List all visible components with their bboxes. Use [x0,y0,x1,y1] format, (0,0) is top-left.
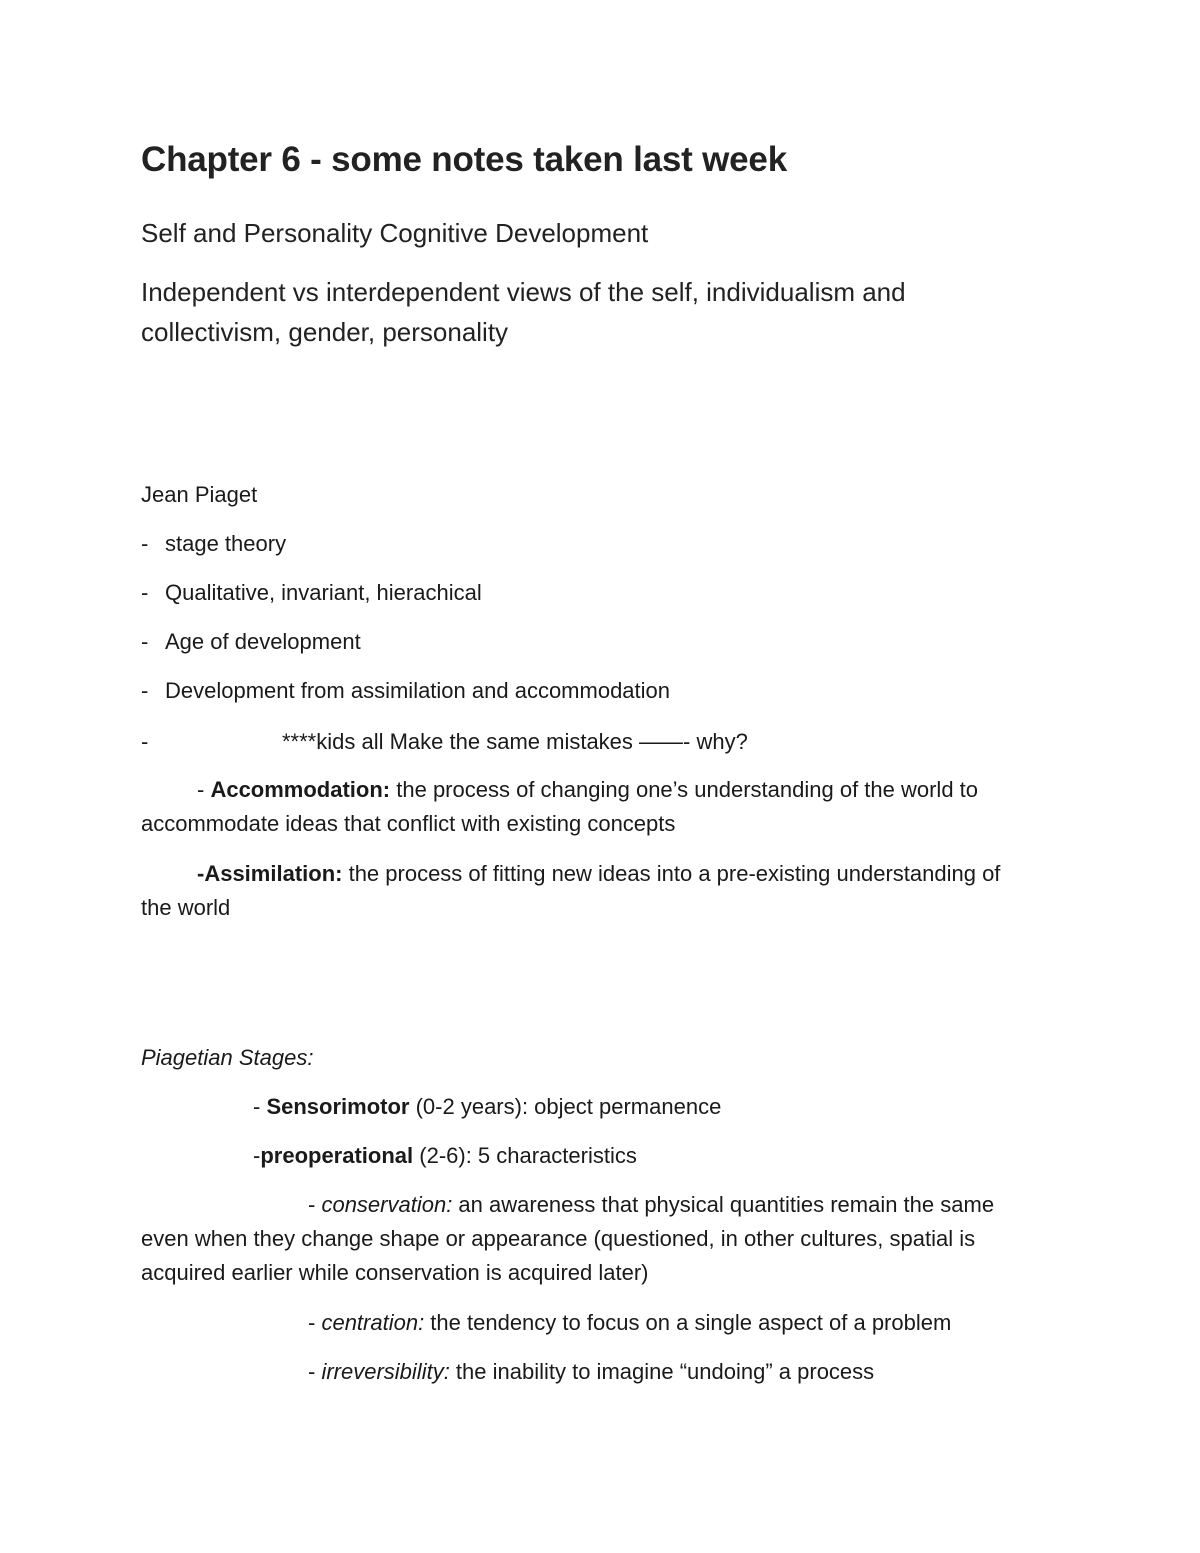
irreversibility-definition: - irreversibility: the inability to imagine “undoing” a process [308,1359,875,1384]
topics-line-2: collectivism, gender, personality [141,317,509,347]
bullet-dash: - [141,580,149,605]
piaget-heading: Jean Piaget [141,482,258,507]
topics-paragraph [141,272,1071,352]
assimilation-definition: -Assimilation: the process of fitting new ideas into a pre-existing understanding of the world [141,861,1001,920]
piaget-bullet [141,678,670,704]
bullet-dash: - [141,531,149,556]
centration-term: centration: [321,1310,425,1335]
stage-sensorimotor: - Sensorimotor (0-2 years): object permanence [253,1094,722,1119]
accommodation-term: Accommodation: [210,777,391,802]
mistakes-note: ****kids all Make the same mistakes ——- why? [282,729,748,754]
piaget-bullet [141,629,361,655]
stage-preoperational: -preoperational (2-6): 5 characteristics [253,1143,637,1168]
piaget-bullet-label: Development from assimilation and accommodation [165,678,671,703]
topics-line-1: Independent vs interdependent views of the self, individualism and [141,277,906,307]
assimilation-term: -Assimilation: [197,861,343,886]
page-title: Chapter 6 - some notes taken last week [141,140,787,179]
stage-term: preoperational [260,1143,414,1168]
piaget-bullet [141,531,286,557]
stages-heading: Piagetian Stages: [141,1045,314,1070]
conservation-term: conservation: [321,1192,453,1217]
piaget-bullet-label: Qualitative, invariant, hierachical [165,580,482,605]
accommodation-definition: - Accommodation: the process of changing one’s understanding of the world to accommodate ideas that conflict with existing concepts [141,777,979,836]
piaget-bullet [141,580,482,606]
centration-definition: - centration: the tendency to focus on a single aspect of a problem [308,1310,952,1335]
piaget-bullet-label: stage theory [165,531,287,556]
bullet-dash: - [141,629,149,654]
page-subtitle: Self and Personality Cognitive Development [141,218,649,248]
stage-term: Sensorimotor [266,1094,410,1119]
conservation-definition: - conservation: an awareness that physical quantities remain the same even when they change shape or appearance (questioned, in other cultures, spatial is acquired earlier while conservation is acquired later) [141,1192,995,1285]
irreversibility-term: irreversibility: [321,1359,450,1384]
piaget-bullet-label: Age of development [165,629,361,654]
mistakes-bullet-dash: - [141,729,149,754]
bullet-dash: - [141,678,149,703]
